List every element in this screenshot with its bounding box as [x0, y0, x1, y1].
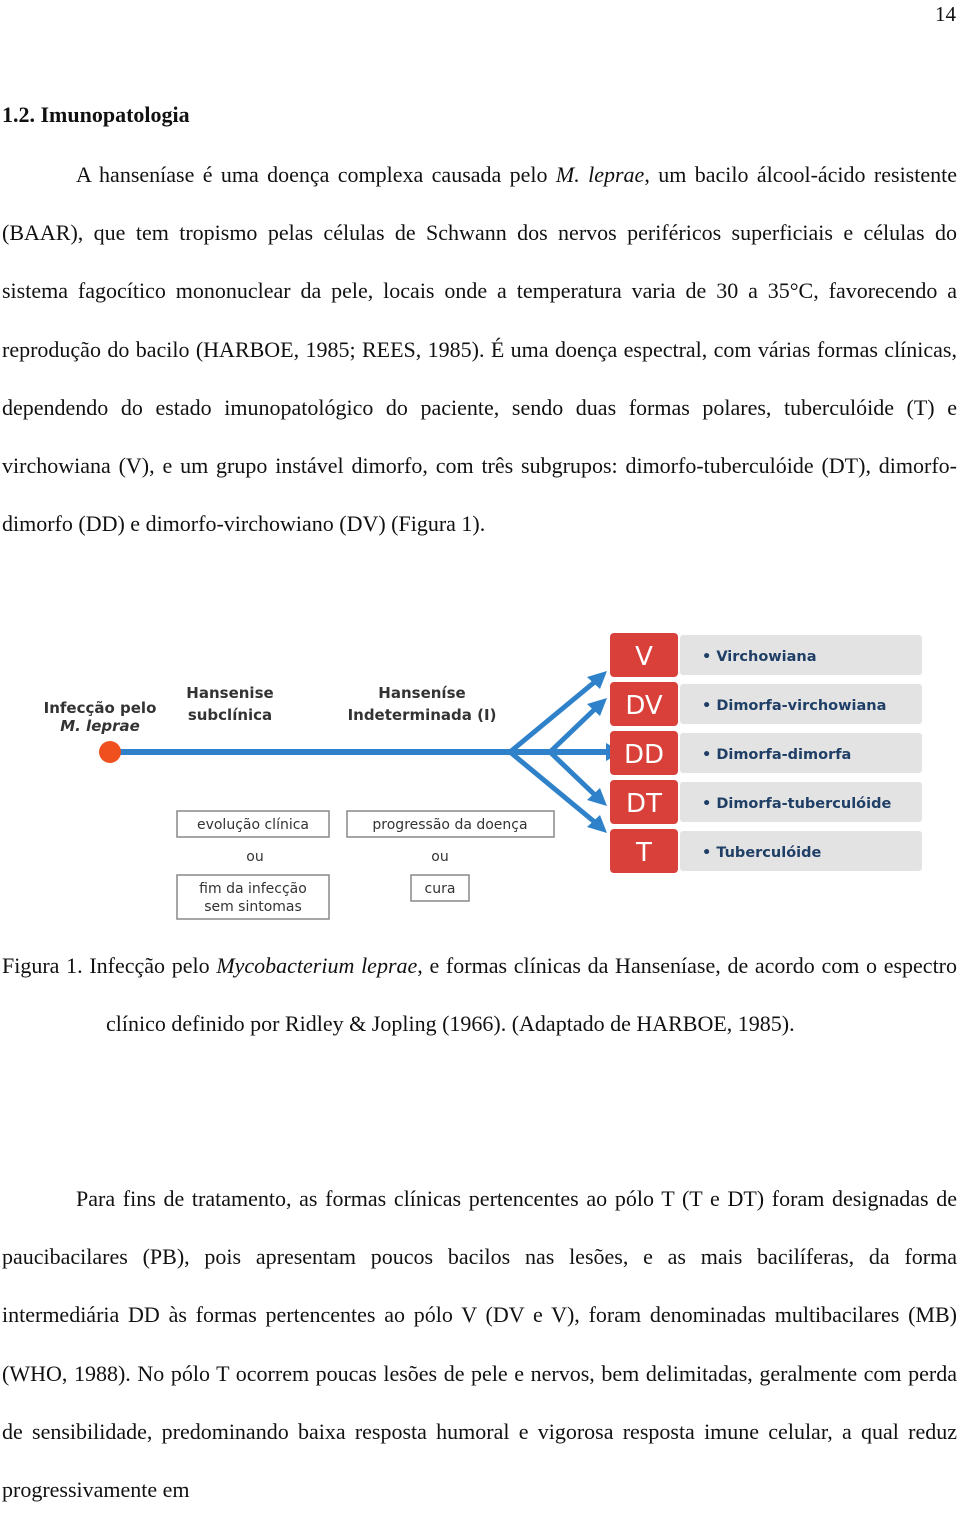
caption-italic: Mycobacterium leprae: [216, 953, 418, 978]
form-name: • Tuberculóide: [702, 845, 822, 861]
form-name: • Dimorfa-dimorfa: [702, 747, 852, 763]
branch-arrow-v: [510, 680, 597, 752]
form-code: DD: [623, 740, 665, 770]
para1-italic: M. leprae: [555, 162, 645, 187]
end-infection-label-2: sem sintomas: [204, 899, 302, 915]
form-name: • Dimorfa-tuberculóide: [702, 796, 892, 812]
infection-label-1: Infecção pelo: [43, 699, 157, 717]
form-code: DV: [625, 691, 663, 721]
treatment-paragraph: [2, 1170, 957, 1519]
end-infection-label-1: fim da infecção: [199, 881, 307, 897]
para1-text-a: A hanseníase é uma doença complexa causada pelo: [76, 162, 556, 187]
form-code: DT: [626, 789, 662, 819]
form-name: • Dimorfa-virchowiana: [702, 698, 887, 714]
evolution-box-label: evolução clínica: [196, 817, 310, 833]
or-right: ou: [431, 849, 449, 865]
clinical-forms-list: [610, 633, 922, 873]
cure-box-label: cura: [424, 881, 456, 897]
section-heading: 1.2. Imunopatologia: [2, 102, 190, 127]
figure-caption: [2, 937, 957, 1053]
form-code: V: [635, 642, 653, 672]
page-number: 14: [935, 2, 956, 26]
caption-prefix: Figura 1. Infecção pelo: [2, 953, 217, 978]
figure-1-diagram: [30, 625, 930, 925]
para1-text-b: , um bacilo álcool-ácido resistente (BAAR), que tem tropismo pelas células de Schwann dos nervos periféricos superficiais e células do sistema fagocítico mononuclear da pele, locais onde a temperatura varia de 30 a 35°C, favorecendo a reprodução do bacilo (HARBOE, 1985; REES, 1985). É uma doença espectral, com várias formas clínicas, dependendo do estado imunopatológico do paciente, sendo duas formas polares, tuberculóide (T) e virchowiana (V), e um grupo instável dimorfo, com três subgrupos: dimorfo-tuberculóide (DT), dimorfo-dimorfo (DD) e dimorfo-virchowiano (DV) (Figura 1).: [2, 162, 957, 537]
infection-label-2: M. leprae: [60, 717, 140, 735]
subclinical-label-2: subclínica: [187, 706, 273, 724]
progression-box-label: progressão da doença: [372, 817, 528, 833]
intro-paragraph: [2, 146, 957, 553]
subclinical-label-1: Hansenise: [186, 684, 274, 702]
indeterminate-label-1: Hanseníse: [378, 684, 466, 702]
para2-text: Para fins de tratamento, as formas clínicas pertencentes ao pólo T (T e DT) foram designadas de paucibacilares (PB), pois apresentam poucos bacilos nas lesões, e as mais bacilíferas, da forma intermediária DD às formas pertencentes ao pólo V (DV e V), foram denominadas multibacilares (MB) (WHO, 1988). No pólo T ocorrem poucas lesões de pele e nervos, bem delimitadas, geralmente com perda de sensibilidade, predominando baixa resposta humoral e vigorosa resposta imune celular, a qual reduz progressivamente em: [2, 1186, 957, 1503]
form-code: T: [636, 838, 652, 868]
indeterminate-label-2: Indeterminada (I): [347, 706, 497, 724]
or-left: ou: [246, 849, 264, 865]
form-name: • Virchowiana: [702, 649, 817, 665]
caption-suffix: , e formas clínicas da Hanseníase, de acordo com o espectro clínico definido por Ridley & Jopling (1966). (Adaptado de HARBOE, 1985).: [106, 953, 958, 1036]
infection-dot: [99, 741, 121, 763]
